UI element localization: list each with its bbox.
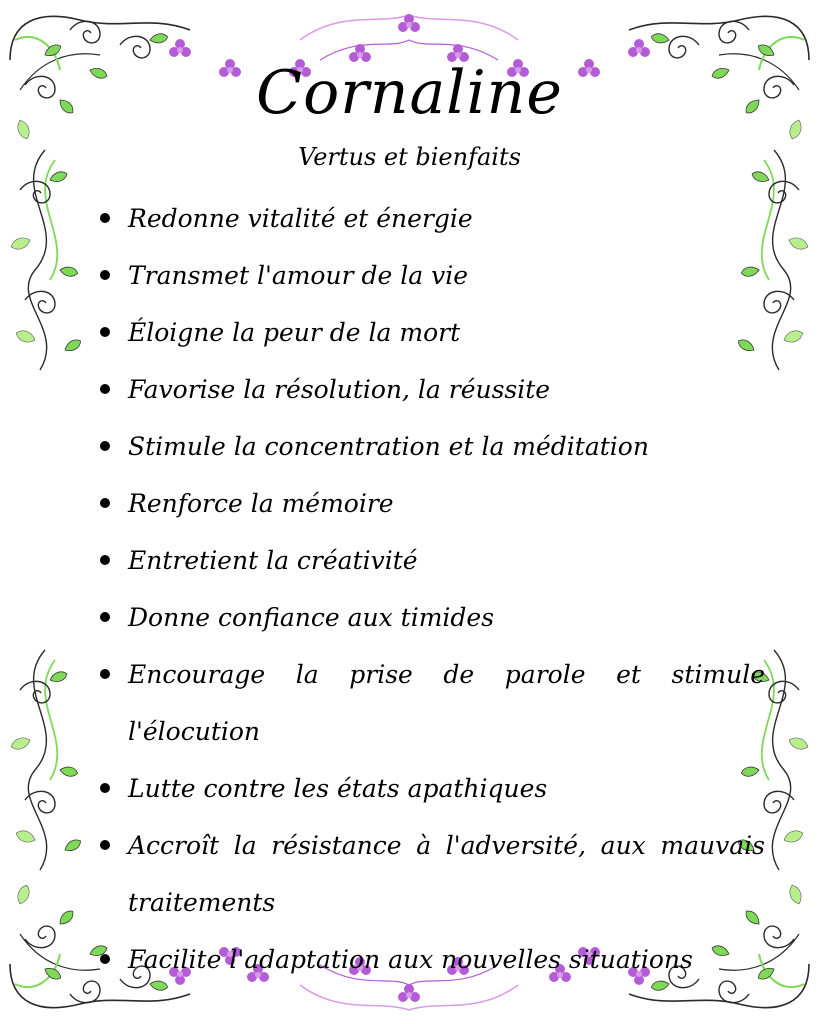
list-item: Stimule la concentration et la méditation: [100, 418, 765, 475]
list-item: Entretient la créativité: [100, 532, 765, 589]
list-item: Donne confiance aux timides: [100, 589, 765, 646]
list-item: Encourage la prise de parole et stimule l'élocution: [100, 646, 765, 760]
list-item: Redonne vitalité et énergie: [100, 190, 765, 247]
list-item: Facilite l'adaptation aux nouvelles situations: [100, 931, 765, 988]
list-item: Favorise la résolution, la réussite: [100, 361, 765, 418]
page-title: Cornaline: [256, 58, 563, 128]
left-vine-top: [9, 150, 82, 370]
list-item: Renforce la mémoire: [100, 475, 765, 532]
page-subtitle: Vertus et bienfaits: [298, 143, 521, 171]
list-item: Lutte contre les états apathiques: [100, 760, 765, 817]
left-vine-bottom: [9, 650, 82, 870]
list-item: Transmet l'amour de la vie: [100, 247, 765, 304]
list-item: Accroît la résistance à l'adversité, aux mauvais traitements: [100, 817, 765, 931]
list-item: Éloigne la peur de la mort: [100, 304, 765, 361]
virtues-list: [100, 190, 765, 988]
